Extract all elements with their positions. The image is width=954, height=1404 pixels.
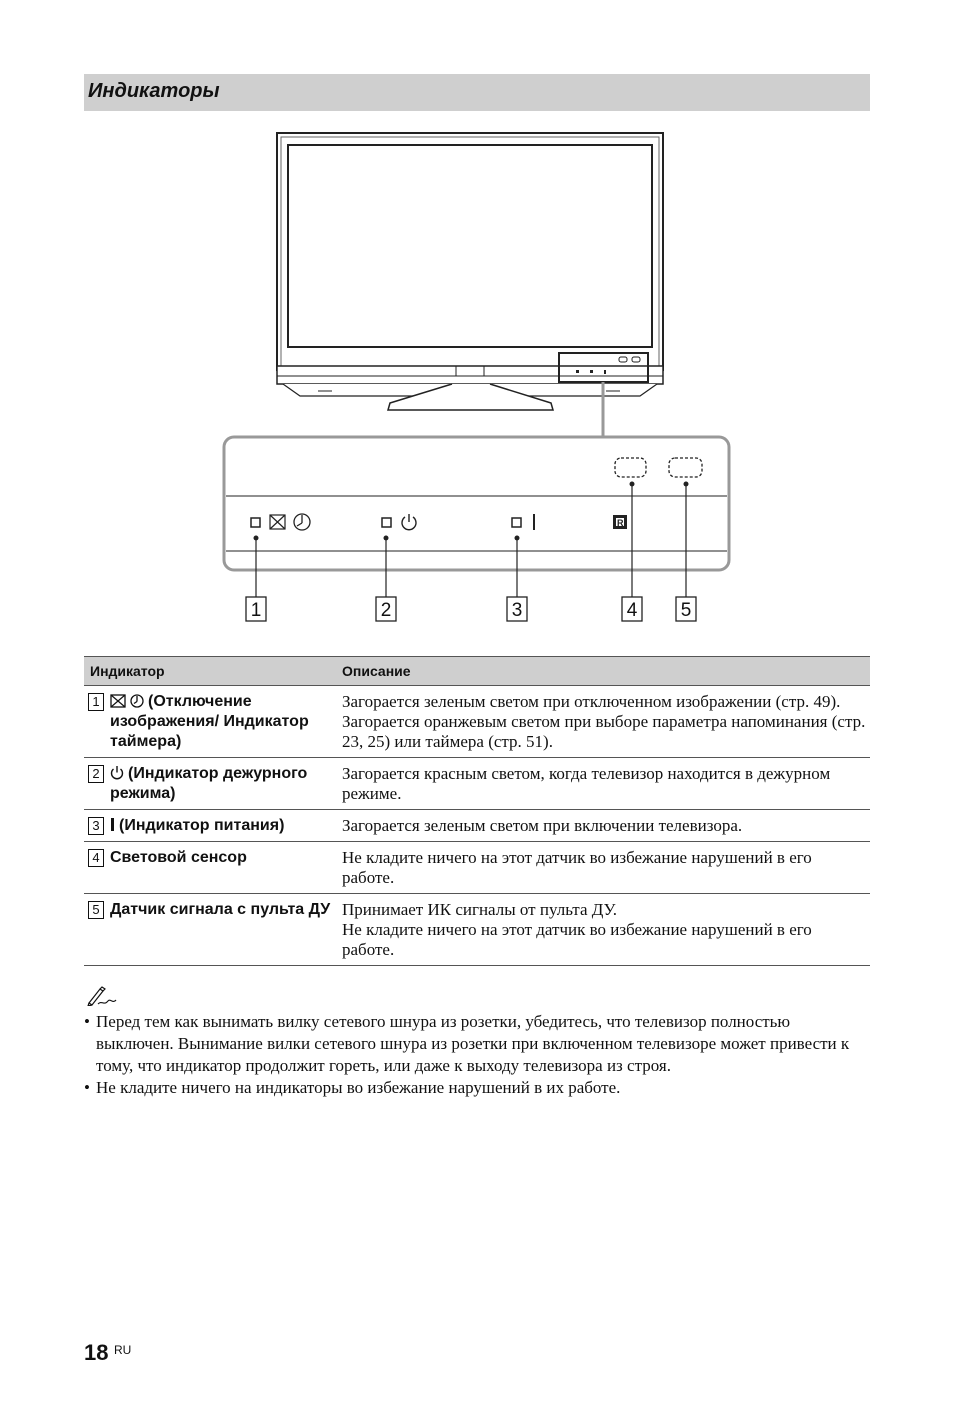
row-description: Загорается зеленым светом при включении телевизора. [342, 816, 743, 835]
indicator-table [84, 656, 870, 966]
timer-icon [294, 514, 310, 530]
timer-icon [130, 694, 144, 708]
row-number: 4 [88, 849, 104, 867]
row-number: 3 [88, 817, 104, 835]
callout-3-label: 3 [511, 600, 523, 621]
row-description: Не кладите ничего на этот датчик во избежание нарушений в его работе. [342, 848, 812, 887]
picture-off-icon [110, 694, 126, 708]
list-item: • Перед тем как вынимать вилку сетевого шнура из розетки, убедитесь, что телевизор полностью выключен. Вынимание вилки сетевого шнура из розетки при включенном телевизоре может привести к тому, что индикатор продолжит гореть, или даже к выходу телевизора из строя. [84, 1011, 870, 1077]
note-text: Перед тем как вынимать вилку сетевого шнура из розетки, убедитесь, что телевизор полностью выключен. Вынимание вилки сетевого шнура из розетки при включенном телевизоре может привести к тому, что индикатор продолжит гореть, или даже к выходу телевизора из строя. [96, 1012, 850, 1075]
list-item: • Не кладите ничего на индикаторы во избежание нарушений в их работе. [84, 1078, 621, 1097]
row-label: (Отключение изображения/ Индикатор таймера) [110, 693, 309, 750]
note-text: Не кладите ничего на индикаторы во избежание нарушений в их работе. [96, 1078, 621, 1097]
row-description: Загорается зеленым светом при отключенном изображении (стр. 49). [342, 692, 841, 711]
row-number: 1 [88, 693, 104, 711]
callout-4-label: 4 [626, 600, 638, 621]
callout-2-label: 2 [380, 600, 392, 621]
section-title: Индикаторы [88, 80, 220, 102]
row-description: Не кладите ничего на этот датчик во избежание нарушений в его работе. [342, 920, 812, 959]
svg-text:R: R [617, 518, 624, 528]
table-header [84, 656, 870, 686]
table-row [84, 758, 870, 810]
tv-screen [288, 145, 652, 347]
standby-power-icon [110, 765, 124, 780]
zoom-panel [224, 437, 729, 570]
row-label: Датчик сигнала с пульта ДУ [110, 901, 331, 918]
picture-off-icon [270, 515, 285, 529]
row-description: Загорается красным светом, когда телевизор находится в дежурном режиме. [342, 764, 831, 803]
table-row [84, 686, 870, 758]
header-description: Описание [342, 663, 411, 679]
row-description: Загорается оранжевым светом при выборе параметра напоминания (стр. 23, 25) или таймера (стр. 51). [342, 712, 866, 751]
remote-sensor-icon [613, 515, 627, 529]
header-indicator: Индикатор [90, 663, 165, 679]
section-header [84, 74, 870, 111]
callout-1-label: 1 [250, 600, 262, 621]
callout-5-label: 5 [680, 600, 692, 621]
page-number: 18 [84, 1340, 109, 1365]
note-pencil-icon [86, 986, 118, 1006]
row-label: (Индикатор питания) [119, 817, 285, 834]
table-row [84, 842, 870, 894]
tv-indicator-diagram [0, 120, 954, 640]
row-number: 2 [88, 765, 104, 783]
table-row [84, 810, 870, 842]
power-on-icon [110, 817, 115, 832]
row-description: Принимает ИК сигналы от пульта ДУ. [342, 900, 618, 919]
row-label: Световой сенсор [110, 849, 247, 866]
row-number: 5 [88, 901, 104, 919]
page-language: RU [114, 1343, 132, 1357]
row-label: (Индикатор дежурного режима) [110, 765, 308, 802]
notes-list [84, 1011, 870, 1099]
table-row [84, 894, 870, 966]
